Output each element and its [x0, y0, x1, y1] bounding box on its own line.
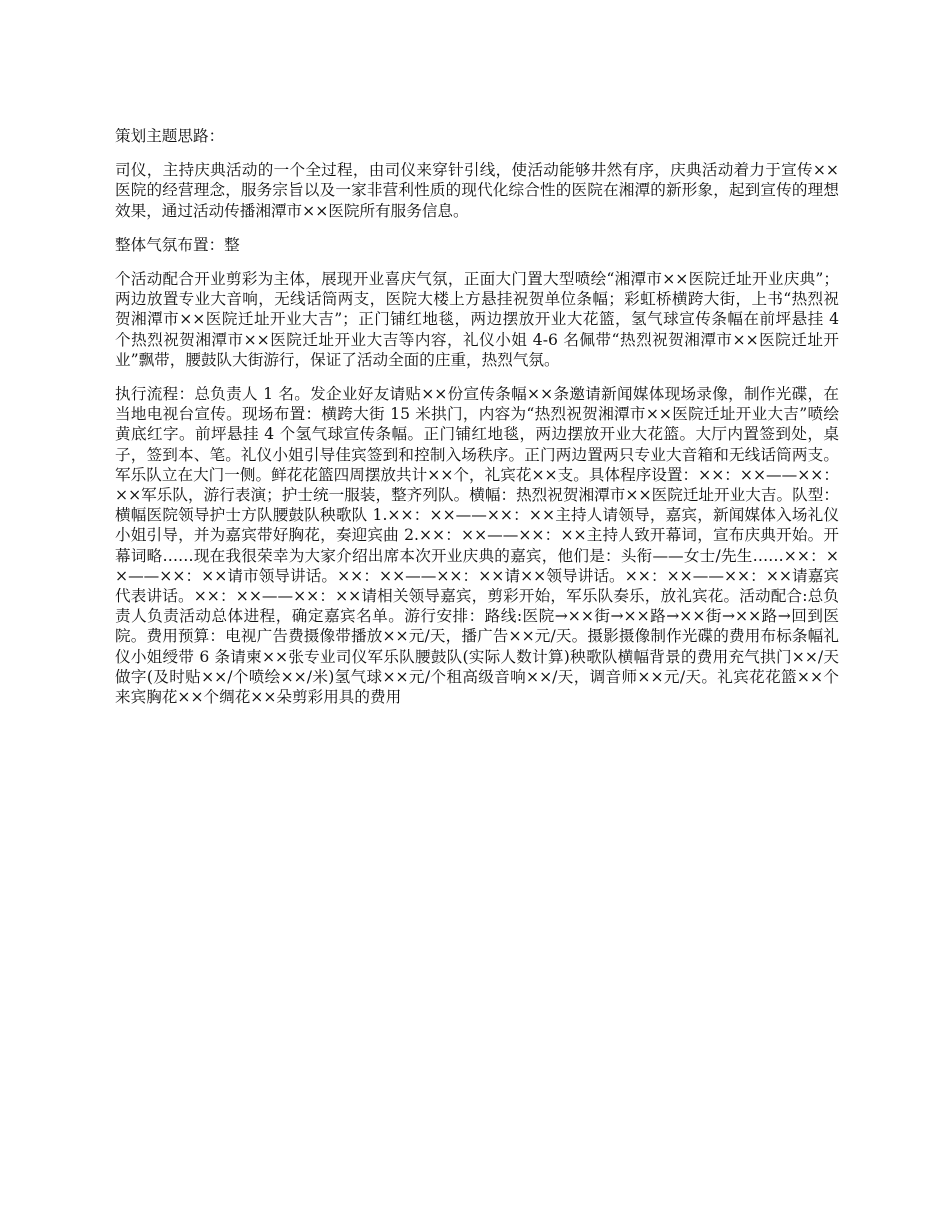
- paragraph-host-role: 司仪，主持庆典活动的一个全过程，由司仪来穿针引线，使活动能够井然有序，庆典活动着力于宣传××医院的经营理念，服务宗旨以及一家非营利性质的现代化综合性的医院在湘潭的新形象，起到宣传的理想效果，通过活动传播湘潭市××医院所有服务信息。: [115, 161, 839, 220]
- heading-atmosphere: 整体气氛布置：整: [115, 235, 240, 254]
- paragraph-execution-flow: 执行流程：总负责人 1 名。发企业好友请贴××份宣传条幅××条邀请新闻媒体现场录像，制作光碟，在当地电视台宣传。现场布置：横跨大街 15 米拱门，内容为“热烈祝贺湘潭市××医院迁址开业大吉”喷绘黄底红字。前坪悬挂 4 个氢气球宣传条幅。正门铺红地毯，两边摆放开业大花篮。大厅内置签到处，桌子，签到本、笔。礼仪小姐引导佳宾签到和控制入场秩序。正门两边置两只专业大音箱和无线话筒两支。军乐队立在大门一侧。鲜花花篮四周摆放共计××个，礼宾花××支。具体程序设置：××：××——××：××军乐队，游行表演；护士统一服装，整齐列队。横幅：热烈祝贺湘潭市××医院迁址开业大吉。队型：横幅医院领导护士方队腰鼓队秧歌队 1.××：××——××：××主持人请领导，嘉宾，新闻媒体入场礼仪小姐引导，并为嘉宾带好胸花，奏迎宾曲 2.××：××——××：××主持人致开幕词，宣布庆典开始。开幕词略……现在我很荣幸为大家介绍出席本次开业庆典的嘉宾，他们是：头衔——女士/先生……××：××——××：××请市领导讲话。××：××——××：××请××领导讲话。××：××——××：××请嘉宾代表讲话。××：××——××：××请相关领导嘉宾，剪彩开始，军乐队奏乐，放礼宾花。活动配合:总负责人负责活动总体进程，确定嘉宾名单。游行安排：路线:医院→××街→××路→××街→××路→回到医院。费用预算：电视广告费摄像带播放××元/天，播广告××元/天。摄影摄像制作光碟的费用布标条幅礼仪小姐绶带 6 条请柬××张专业司仪军乐队腰鼓队(实际人数计算)秧歌队横幅背景的费用充气拱门××/天做字(及时贴××/个喷绘××/米)氢气球××元/个租高级音响××/天，调音师××元/天。礼宾花花篮××个来宾胸花××个绸花××朵剪彩用具的费用: [115, 385, 839, 707]
- document-page: [115, 126, 839, 721]
- heading-planning-theme: 策划主题思路：: [115, 127, 225, 145]
- paragraph-atmosphere: 个活动配合开业剪彩为主体，展现开业喜庆气氛，正面大门置大型喷绘“湘潭市××医院迁址开业庆典”；两边放置专业大音响，无线话筒两支，医院大楼上方悬挂祝贺单位条幅；彩虹桥横跨大街，上书“热烈祝贺湘潭市××医院迁址开业大吉”；正门铺红地毯，两边摆放开业大花篮，氢气球宣传条幅在前坪悬挂 4 个热烈祝贺湘潭市××医院迁址开业大吉等内容，礼仪小姐 4-6 名佩带“热烈祝贺湘潭市××医院迁址开业”飘带，腰鼓队大街游行，保证了活动全面的庄重，热烈气氛。: [115, 270, 839, 369]
